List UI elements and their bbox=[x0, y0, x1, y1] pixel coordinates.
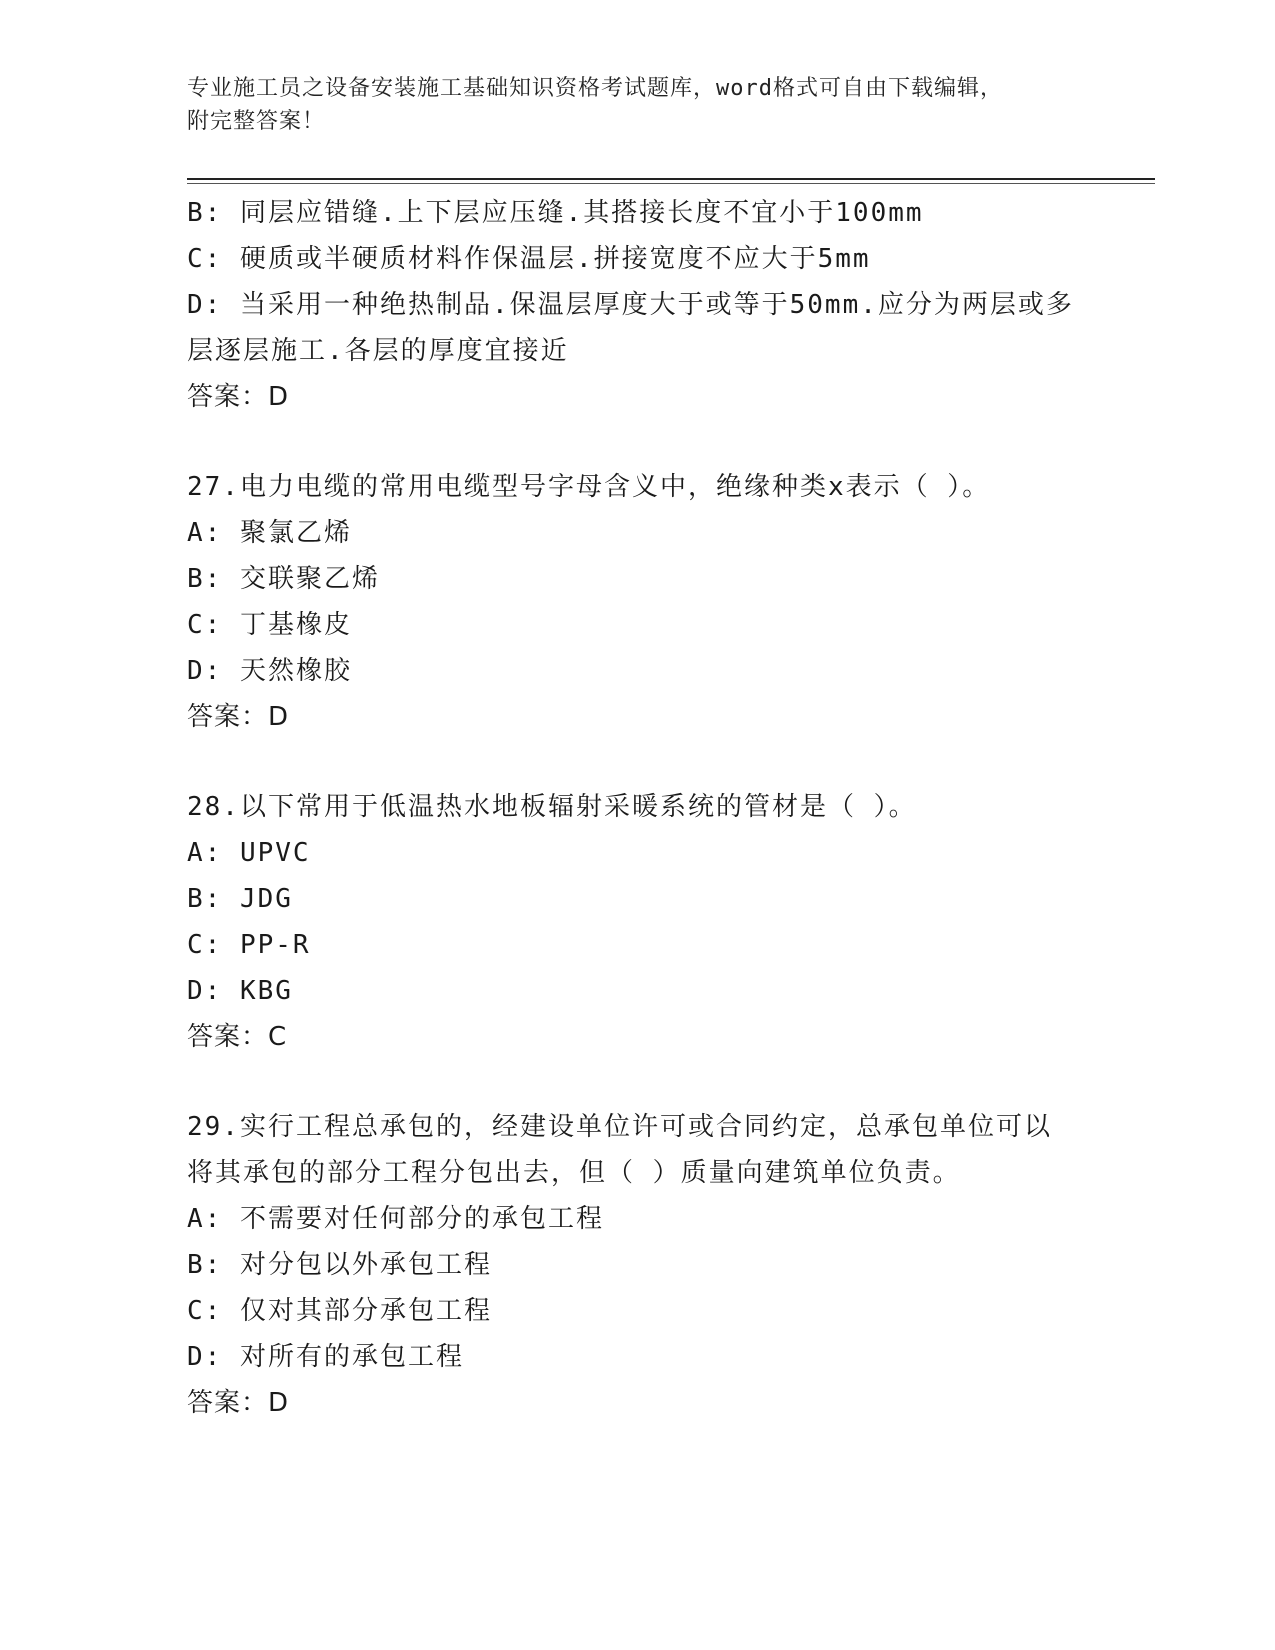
header-line-2: 附完整答案！ bbox=[187, 109, 326, 134]
answer: 答案：D bbox=[187, 382, 290, 412]
option-b: B: JDG bbox=[187, 884, 293, 914]
option-d: D: 对所有的承包工程 bbox=[187, 1342, 464, 1372]
answer: 答案：C bbox=[187, 1022, 288, 1052]
question-29 bbox=[187, 1104, 1087, 1426]
option-b: B: 对分包以外承包工程 bbox=[187, 1250, 492, 1280]
option-d: D: KBG bbox=[187, 976, 293, 1006]
option-c: C: 硬质或半硬质材料作保温层.拼接宽度不应大于5mm bbox=[187, 244, 871, 274]
question-list bbox=[187, 190, 1087, 1426]
option-d-continued: 层逐层施工.各层的厚度宜接近 bbox=[187, 336, 569, 366]
option-c: C: PP-R bbox=[187, 930, 311, 960]
option-a: A: 不需要对任何部分的承包工程 bbox=[187, 1204, 604, 1234]
answer: 答案：D bbox=[187, 702, 290, 732]
header-rule-thick bbox=[187, 178, 1155, 180]
question-text-continued: 将其承包的部分工程分包出去，但（ ）质量向建筑单位负责。 bbox=[187, 1158, 961, 1188]
header-rule-thin bbox=[187, 183, 1155, 184]
question-26-continuation bbox=[187, 190, 1087, 420]
question-text: 29.实行工程总承包的，经建设单位许可或合同约定，总承包单位可以 bbox=[187, 1112, 1052, 1142]
option-d: D: 天然橡胶 bbox=[187, 656, 352, 686]
answer: 答案：D bbox=[187, 1388, 290, 1418]
option-c: C: 仅对其部分承包工程 bbox=[187, 1296, 492, 1326]
option-b: B: 同层应错缝.上下层应压缝.其搭接长度不宜小于100mm bbox=[187, 198, 924, 228]
question-27 bbox=[187, 464, 1087, 740]
option-c: C: 丁基橡皮 bbox=[187, 610, 352, 640]
option-a: A: 聚氯乙烯 bbox=[187, 518, 352, 548]
question-text: 28.以下常用于低温热水地板辐射采暖系统的管材是（ ）。 bbox=[187, 792, 917, 822]
question-text: 27.电力电缆的常用电缆型号字母含义中，绝缘种类x表示（ ）。 bbox=[187, 472, 991, 502]
header-line-1: 专业施工员之设备安装施工基础知识资格考试题库，word格式可自由下载编辑， bbox=[187, 76, 1003, 101]
option-a: A: UPVC bbox=[187, 838, 311, 868]
option-b: B: 交联聚乙烯 bbox=[187, 564, 380, 594]
document-header bbox=[187, 72, 1067, 138]
question-28 bbox=[187, 784, 1087, 1060]
option-d: D: 当采用一种绝热制品.保温层厚度大于或等于50mm.应分为两层或多 bbox=[187, 290, 1074, 320]
